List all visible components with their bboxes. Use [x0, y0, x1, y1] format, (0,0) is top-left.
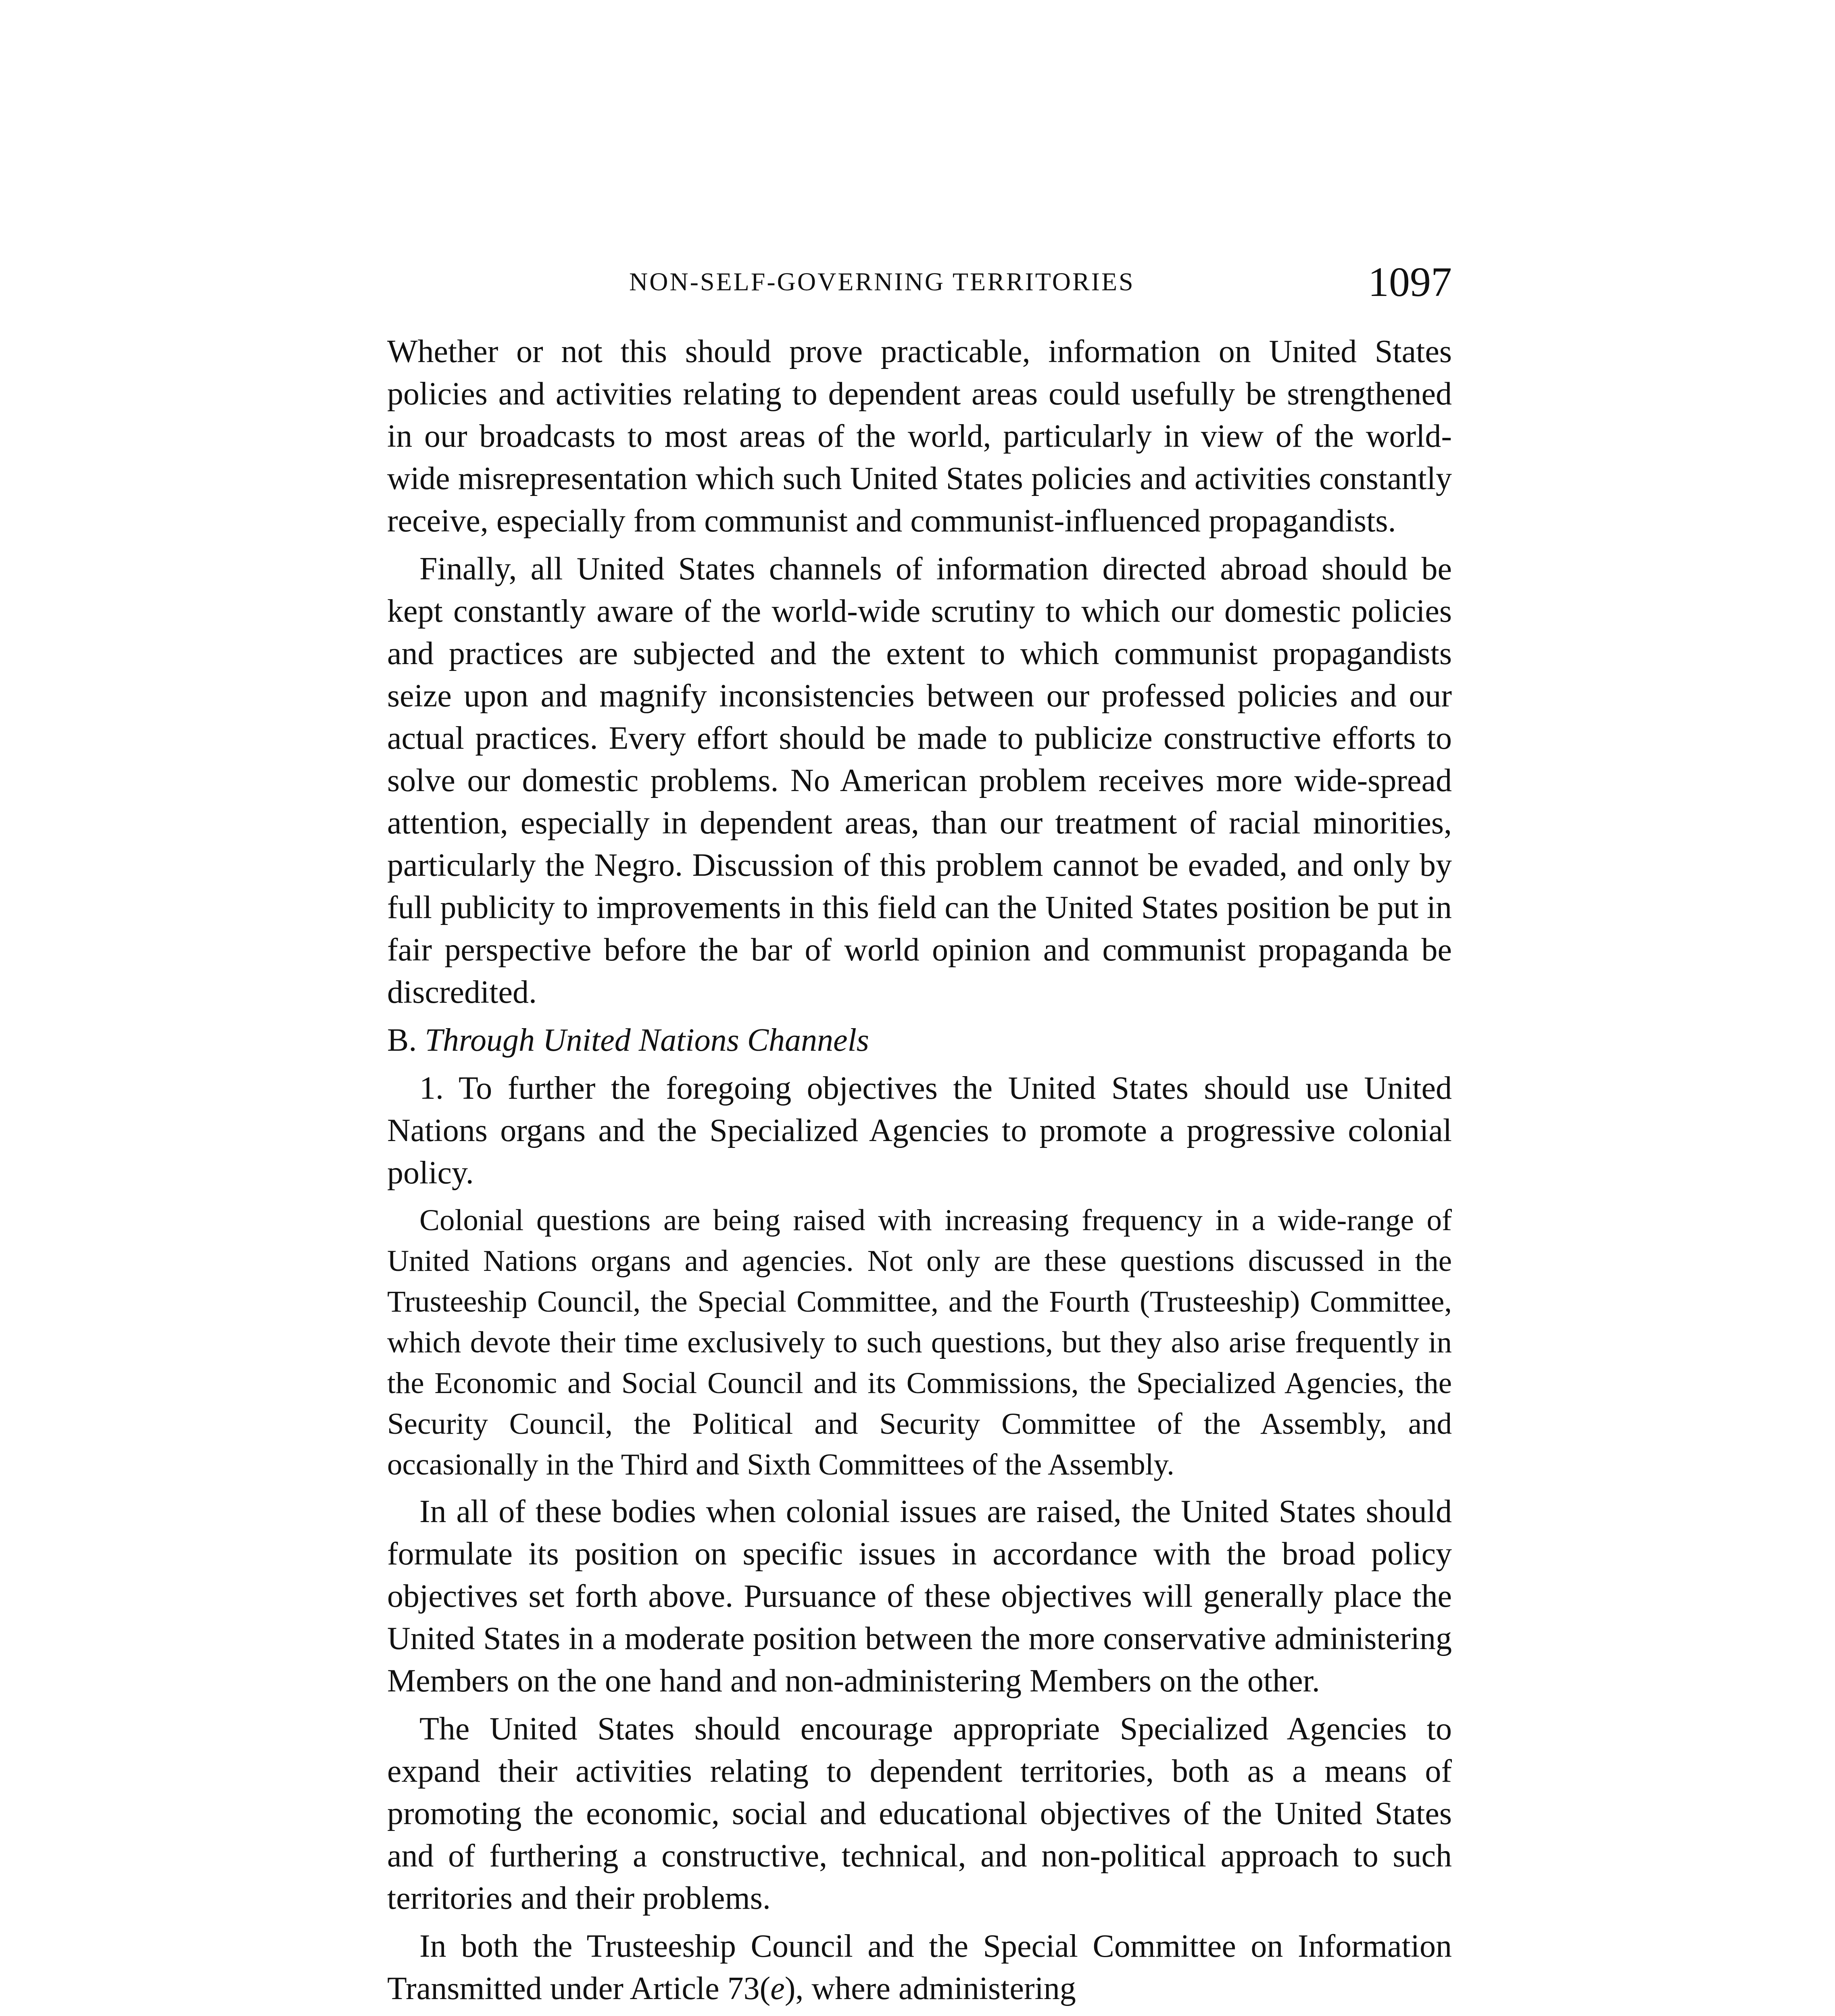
paragraph-trusteeship-council: [387, 1925, 1452, 2010]
page-number: 1097: [1368, 259, 1452, 305]
paragraph-all-bodies: In all of these bodies when colonial issues are raised, the United States should formulate its position on specific issues in accordance with the broad policy objectives set forth above. Pursuance of these objectives will generally place the United States in a moderate position between the more conservative administering Members on the one hand and non-administering Members on the other.: [387, 1494, 1452, 1699]
body-text: [387, 331, 1452, 2016]
paragraph-trusteeship-text-end: ), where administering: [784, 1971, 1076, 2006]
paragraph-broadcasts: Whether or not this should prove practicable, information on United States policies and activities relating to dependent areas could usefully be strengthened in our broadcasts to most areas of the world, particularly in view of the world-wide misrepresentation which such United States policies and activities constantly receive, especially from communist and communist-influenced propagandists.: [387, 334, 1452, 539]
paragraph-colonial-questions: Colonial questions are being raised with increasing frequency in a wide-range of United Nations organs and agencies. Not only are these questions discussed in the Trusteeship Council, the Special Committee, and the Fourth (Trusteeship) Committee, which devote their time exclusively to such questions, but they also arise frequently in the Economic and Social Council and its Commissions, the Specialized Agencies, the Security Council, the Political and Security Committee of the Assembly, and occasionally in the Third and Sixth Committees of the Assembly.: [387, 1204, 1452, 1481]
paragraph-channels-of-information: Finally, all United States channels of information directed abroad should be kept constantly aware of the world-wide scrutiny to which our domestic policies and practices are subjected and the extent to which communist propagandists seize upon and magnify inconsistencies between our professed policies and our actual practices. Every effort should be made to publicize constructive efforts to solve our domestic problems. No American problem receives more wide-spread attention, especially in dependent areas, than our treatment of racial minorities, particularly the Negro. Discussion of this problem cannot be evaded, and only by full publicity to improvements in this field can the United States position be put in fair perspective before the bar of world opinion and communist propaganda be discredited.: [387, 551, 1452, 1010]
running-header: [387, 258, 1452, 310]
paragraph-trusteeship-text-start: In both the Trusteeship Council and the Special Committee on Information Transmitted under Article 73(: [387, 1929, 1452, 2006]
section-title: Through United Nations Channels: [425, 1023, 869, 1058]
running-title: NON-SELF-GOVERNING TERRITORIES: [629, 267, 1135, 296]
article-clause-letter: e: [770, 1971, 785, 2006]
section-heading-b: [387, 1019, 1452, 1062]
paragraph-objective-1: 1. To further the foregoing objectives the United States should use United Nations organs and the Specialized Agencies to promote a progressive colonial policy.: [387, 1070, 1452, 1191]
paragraph-specialized-agencies: The United States should encourage appropriate Specialized Agencies to expand their activities relating to dependent territories, both as a means of promoting the economic, social and educational objectives of the United States and of furthering a constructive, technical, and non-political approach to such territories and their problems.: [387, 1711, 1452, 1916]
section-label: B.: [387, 1023, 417, 1058]
